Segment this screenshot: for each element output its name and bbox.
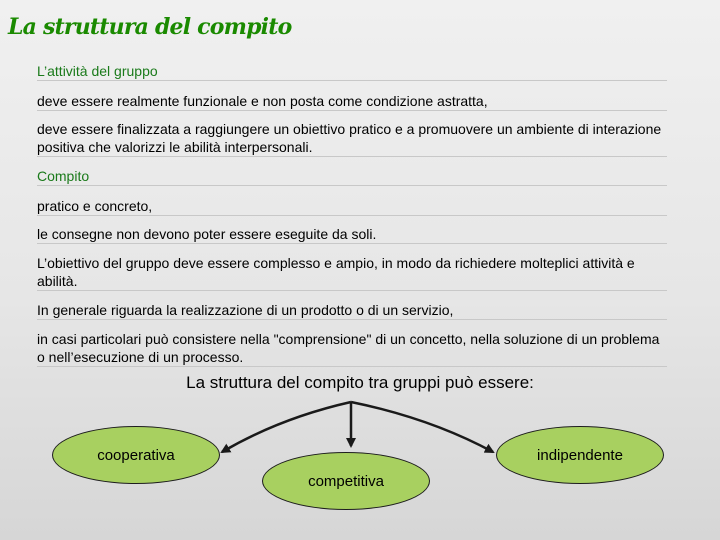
paragraph-particular-cases: in casi particolari può consistere nella "comprensione" di un concetto, nella soluzione di un problema o nell’esecuzione di un processo.: [37, 330, 667, 367]
paragraph-group-activity: L’attività del gruppo: [37, 62, 667, 81]
node-indipendente: indipendente: [496, 426, 664, 484]
arrow-to-indipendente: [351, 402, 493, 452]
node-cooperativa: cooperativa: [52, 426, 220, 484]
paragraph-objective: L’obiettivo del gruppo deve essere complesso e ampio, in modo da richiedere molteplici attività e abilità.: [37, 254, 667, 291]
paragraph-instructions: le consegne non devono poter essere eseguite da soli.: [37, 225, 667, 244]
slide-title: La struttura del compito: [8, 14, 292, 40]
paragraph-product: In generale riguarda la realizzazione di un prodotto o di un servizio,: [37, 301, 667, 320]
arrow-to-cooperativa: [222, 402, 351, 452]
node-competitiva: competitiva: [262, 452, 430, 510]
diagram-heading: La struttura del compito tra gruppi può essere:: [186, 373, 534, 392]
paragraph-practical: pratico e concreto,: [37, 197, 667, 216]
paragraph-functional: deve essere realmente funzionale e non posta come condizione astratta,: [37, 92, 667, 111]
paragraph-compito-heading: Compito: [37, 167, 667, 186]
paragraph-goal: deve essere finalizzata a raggiungere un obiettivo pratico e a promuovere un ambiente di interazione positiva che valorizzi le abilità interpersonali.: [37, 120, 667, 157]
